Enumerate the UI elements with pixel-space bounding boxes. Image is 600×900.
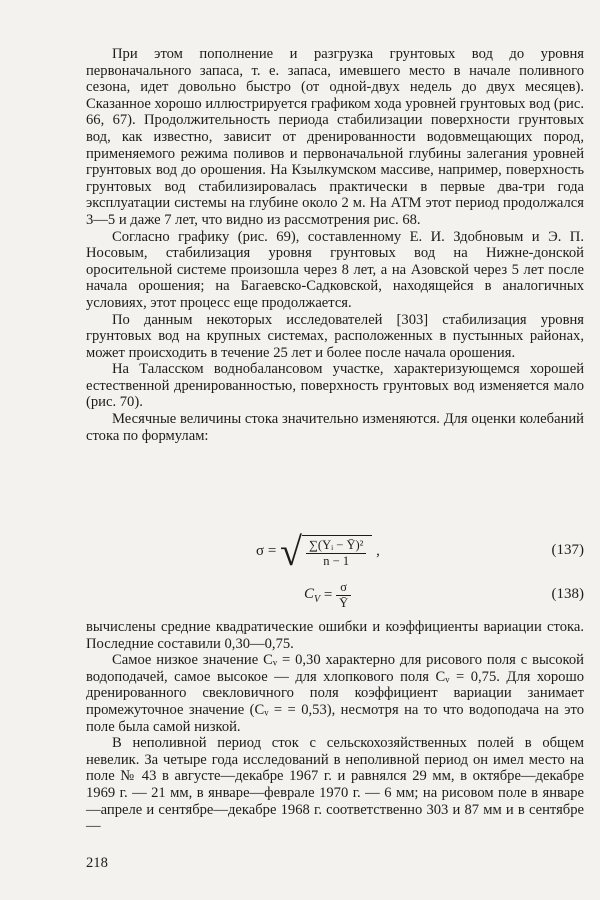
sqrt-body — [302, 535, 372, 569]
paragraph: Месячные величины стока значительно изменяются. Для оценки колебаний стока по формулам: — [86, 411, 584, 444]
paragraph: На Таласском воднобалансовом участке, характеризующемся хорошей естественной дренированностью, поверхность грунтовых вод изменяется мало (рис. 70). — [86, 361, 584, 411]
formula-138-lhs: C — [304, 586, 315, 602]
formula-138-numerator: σ — [336, 580, 351, 596]
paragraph: По данным некоторых исследователей [303] стабилизация уровня грунтовых вод на крупных системах, расположенных в пустынных районах, может происходить в течение 25 лет и более после начала орошения. — [86, 311, 584, 361]
text-block-bottom — [86, 619, 584, 835]
formula-138-number: (138) — [551, 586, 584, 602]
formula-138-denominator: Ȳ — [339, 596, 349, 610]
paragraph: вычислены средние квадратические ошибки и коэффициенты вариации стока. Последние составили 0,30—0,75. — [86, 619, 584, 652]
formula-138-lhs-sub: V — [314, 594, 321, 605]
paragraph: Согласно графику (рис. 69), составленному Е. И. Здобновым и Э. П. Носовым, стабилизация уровня грунтовых вод на Нижне-донской оросительной системе произошла через 8 лет, а на Азовской через 5 лет после начала орошения; на Багаевско-Садковской, находящейся в аналогичных условиях, этот процесс еще продолжается. — [86, 228, 584, 311]
formula-138-body — [304, 580, 351, 611]
formula-137-tail: , — [376, 543, 380, 559]
paragraph: В неполивной период сток с сельскохозяйственных полей в общем невелик. За четыре года исследований в неполивной период он имел место на поле № 43 в августе—декабре 1967 г. и равнялся 29 мм, в октябре—декабре 1969 г. — 21 мм, в январе—феврале 1970 г. — 6 мм; на рисовом поле в январе—апреле и сентябре—декабре 1968 г. соответственно 303 и 87 мм и в сентябре— — [86, 735, 584, 835]
paragraph: При этом пополнение и разгрузка грунтовых вод до уровня первоначального запаса, т. е. запаса, имевшего место в начале поливного сезона, идет довольно быстро (от одной-двух недель до двух месяцев). Сказанное хорошо иллюстрируется графиком хода уровней грунтовых вод (рис. 66, 67). Продолжительность периода стабилизации поверхности грунтовых вод, как известно, зависит от дренированности водовмещающих пород, применяемого режима поливов и первоначальной глубины залегания уровней грунтовых вод до орошения. На Кзылкумском массиве, например, поверхность грунтовых вод стабилизировалась практически в первые два-три года эксплуатации системы на глубине около 2 м. На АТМ этот период продолжался 3—5 и даже 7 лет, что видно из рассмотрения рис. 68. — [86, 46, 584, 228]
formula-137-number: (137) — [551, 542, 584, 558]
formula-137-lhs: σ = — [256, 543, 277, 559]
text-block-top — [86, 46, 584, 444]
sqrt-sign: √ — [280, 529, 302, 574]
formula-138 — [86, 580, 584, 616]
formula-138-eq: = — [320, 587, 337, 603]
formula-137-numerator: ∑(Yᵢ − Ȳ)² — [306, 538, 366, 554]
formula-137-denominator: n − 1 — [323, 553, 350, 568]
paragraph: Самое низкое значение Cᵥ = 0,30 характерно для рисового поля с высокой водоподачей, самое высокое — для хлопкового поля Cᵥ = 0,75. Для хорошо дренированного свекловичного поля коэффициент вариации занимает промежуточное значение (Cᵥ = = 0,53), несмотря на то что водоподача на это поле была самой низкой. — [86, 652, 584, 735]
formula-137 — [86, 528, 584, 578]
page-number: 218 — [86, 855, 108, 871]
formula-137-body — [256, 528, 380, 575]
